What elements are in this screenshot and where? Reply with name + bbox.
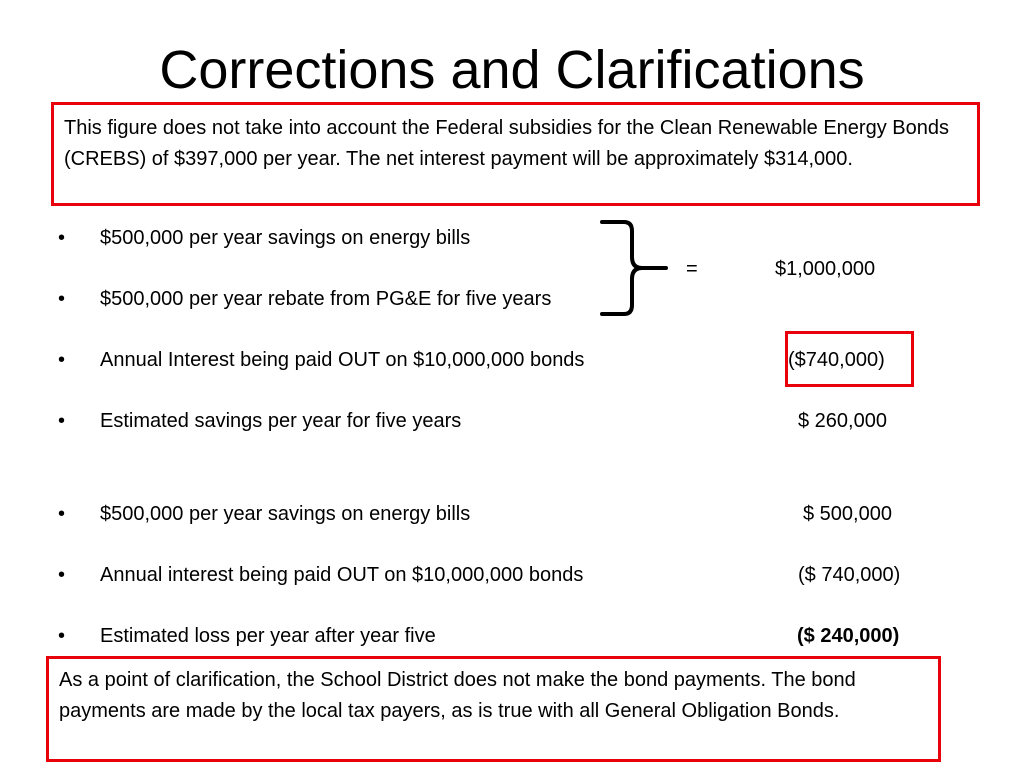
item-label: $500,000 per year savings on energy bills xyxy=(100,227,471,249)
item-label: Estimated savings per year for five years xyxy=(100,410,462,432)
item-amount: $ 500,000 xyxy=(803,503,892,525)
bullet: • xyxy=(58,288,66,310)
highlight-box xyxy=(785,331,914,387)
list-item xyxy=(0,623,1024,649)
list-item xyxy=(0,562,1024,588)
bullet: • xyxy=(58,349,66,371)
item-label: Annual Interest being paid OUT on $10,000,000 bonds xyxy=(100,349,585,371)
list-item xyxy=(0,501,1024,527)
bullet: • xyxy=(58,625,66,647)
item-amount: ($ 740,000) xyxy=(798,564,901,586)
list-item xyxy=(0,286,1024,312)
item-label: Estimated loss per year after year five xyxy=(100,625,436,647)
item-label: Annual interest being paid OUT on $10,000,000 bonds xyxy=(100,564,584,586)
equals-sign: = xyxy=(686,258,698,280)
item-label: $500,000 per year rebate from PG&E for five years xyxy=(100,288,552,310)
combined-total: $1,000,000 xyxy=(775,258,876,280)
item-amount: ($740,000) xyxy=(788,349,885,371)
bullet: • xyxy=(58,564,66,586)
bottom-note-text: As a point of clarification, the School District does not make the bond payments. The bond payments are made by the local tax payers, as is true with all General Obligation Bonds. xyxy=(59,669,856,722)
bottom-note-box xyxy=(46,656,941,762)
top-note-box xyxy=(51,102,980,206)
item-amount: $ 260,000 xyxy=(798,410,887,432)
list-item xyxy=(0,225,1024,251)
bullet: • xyxy=(58,410,66,432)
bullet: • xyxy=(58,227,66,249)
item-amount: ($ 240,000) xyxy=(797,625,900,647)
top-note-text: This figure does not take into account the Federal subsidies for the Clean Renewable Energy Bonds (CREBS) of $397,000 per year. The net interest payment will be approximately $314,000. xyxy=(64,117,949,170)
page-title: Corrections and Clarifications xyxy=(159,40,865,100)
list-item xyxy=(0,408,1024,434)
bullet: • xyxy=(58,503,66,525)
item-label: $500,000 per year savings on energy bills xyxy=(100,503,471,525)
